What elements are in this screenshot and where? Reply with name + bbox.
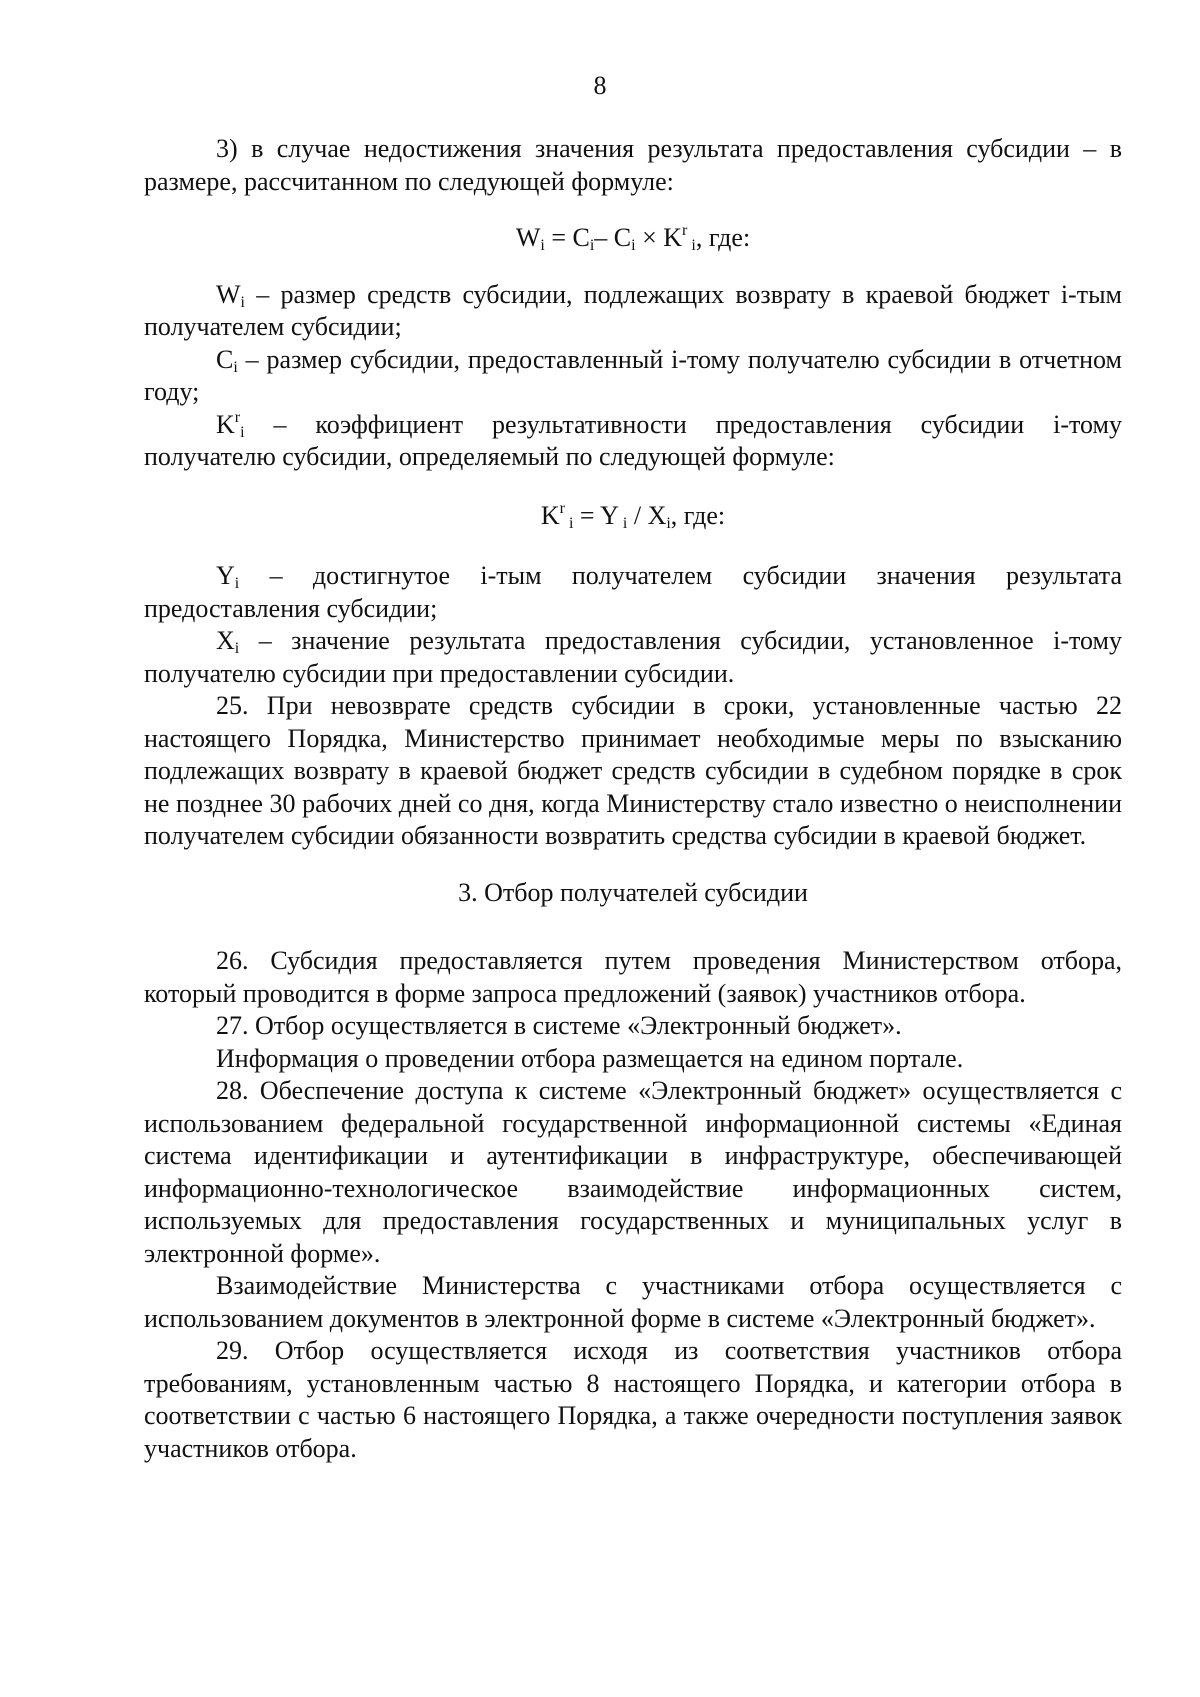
formula-coefficient (144, 500, 1122, 533)
formula-symbol: K (540, 500, 560, 530)
definition-subscript: i (240, 423, 245, 441)
paragraph-25: 25. При невозврате средств субсидии в сроки, установленные частью 22 настоящего Порядка, Министерство принимает необходимые меры по взысканию подлежащих возврату в краевой бюджет средств субсидии в судебном порядке в срок не позднее 30 рабочих дней со дня, когда Министерству стало известно о неисполнении получателем субсидии обязанности возвратить средства субсидии в краевой бюджет. (144, 691, 1122, 850)
formula-symbol: C (572, 223, 590, 252)
definition-subscript: i (240, 293, 245, 311)
definition-symbol: C (216, 344, 234, 374)
document-body (144, 133, 1122, 1465)
formula-operator: – (594, 223, 614, 252)
formula-symbol: X (647, 500, 667, 530)
formula-superscript: r (682, 222, 688, 239)
definition-subscript: i (234, 640, 240, 657)
section-heading: 3. Отбор получателей субсидии (458, 877, 808, 907)
paragraph-intro: 3) в случае недостижения значения результата предоставления субсидии – в размере, рассчитанном по следующей формуле: (144, 134, 1122, 196)
definition-text: – размер средств субсидии, подлежащих возврату в краевой бюджет i-тым получателем субсидии; (144, 279, 1122, 341)
formula-operator: = (573, 500, 601, 530)
formula-subscript: i (618, 514, 628, 532)
formula-tail: , где: (695, 223, 751, 252)
definition-symbol: W (216, 279, 241, 309)
definition-y (144, 560, 1122, 625)
paragraph-26: 26. Субсидия предоставляется путем проведения Министерством отбора, который проводится в форме запроса предложений (заявок) участников отбора. (144, 946, 1122, 1008)
definition-x (144, 625, 1122, 690)
page-number: 8 (593, 71, 607, 100)
definition-text: – коэффициент результативности предоставления субсидии i-тому получателю субсидии, определяемый по следующей формуле: (144, 409, 1122, 471)
formula-symbol: C (613, 223, 632, 252)
formula-subscript: i (589, 237, 595, 254)
formula-subscript: i (687, 237, 696, 254)
definition-symbol: K (216, 409, 235, 439)
definition-k (144, 409, 1122, 474)
paragraph-27-info: Информация о проведении отбора размещается на едином портале. (216, 1043, 964, 1073)
definition-symbol: Y (216, 561, 235, 590)
paragraph-29: 29. Отбор осуществляется исходя из соответствия участников отбора требованиям, установленным частью 8 настоящего Порядка, и категории отбора в соответствии с частью 6 настоящего Порядка, а также очередности поступления заявок участников отбора. (144, 1336, 1122, 1463)
formula-operator: × (635, 223, 664, 252)
definition-w (144, 279, 1122, 344)
formula-operator: = (544, 223, 573, 252)
formula-subscript: i (564, 514, 574, 532)
paragraph-28: 28. Обеспечение доступа к системе «Электронный бюджет» осуществляется с использованием федеральной государственной информационной системы «Единая система идентификации и аутентификации в инфраструктуре, обеспечивающей информационно-технологическое взаимодействие информационных систем, используемых для предоставления государственных и муниципальных услуг в электронной форме». (144, 1076, 1122, 1268)
definition-c (144, 344, 1122, 409)
definition-text: – размер субсидии, предоставленный i-тому получателю субсидии в отчетном году; (144, 344, 1122, 406)
definition-subscript: i (233, 358, 238, 376)
formula-symbol: W (515, 223, 541, 252)
definition-text: – значение результата предоставления субсидии, установленное i-тому получателю субсидии при предоставлении субсидии. (144, 626, 1122, 688)
formula-subscript: i (631, 237, 636, 254)
formula-subscript: i (540, 237, 545, 254)
formula-subscript: i (666, 514, 671, 532)
formula-superscript: r (559, 499, 565, 517)
formula-return-amount (144, 222, 1122, 255)
formula-symbol: Y (600, 500, 619, 530)
formula-tail: , где: (670, 500, 726, 530)
definition-superscript: r (234, 408, 241, 426)
paragraph-28-interaction: Взаимодействие Министерства с участниками отбора осуществляется с использованием документов в электронной форме в системе «Электронный бюджет». (144, 1271, 1122, 1333)
definition-symbol: X (216, 626, 235, 655)
definition-subscript: i (234, 575, 240, 592)
paragraph-27: 27. Отбор осуществляется в системе «Электронный бюджет». (216, 1011, 902, 1040)
formula-symbol: K (663, 223, 683, 252)
formula-operator: / (627, 500, 648, 530)
definition-text: – достигнутое i-тым получателем субсидии значения результата предоставления субсидии; (144, 561, 1122, 623)
